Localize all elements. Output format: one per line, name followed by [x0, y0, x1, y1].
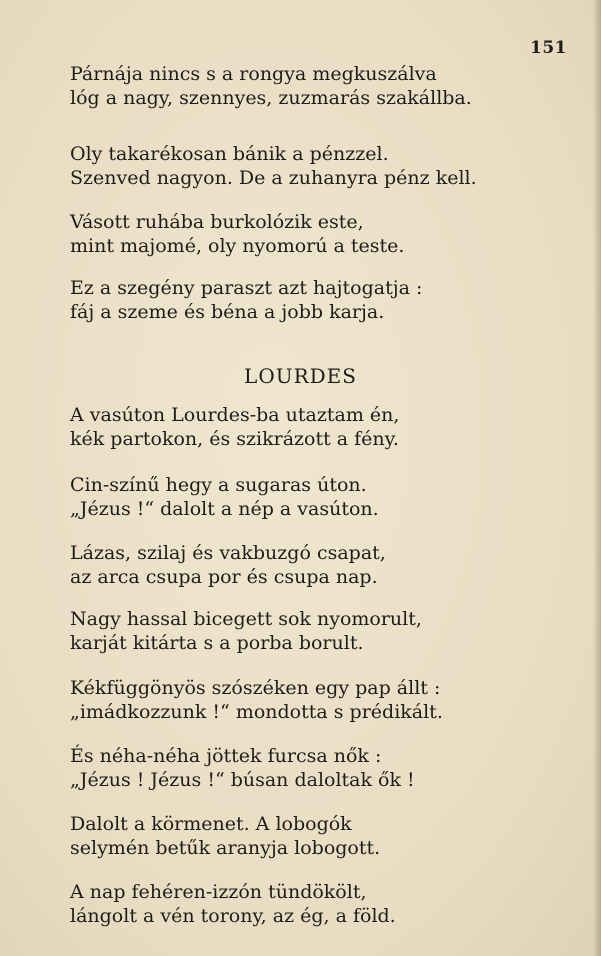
poem-line: lángolt a vén torony, az ég, a föld. [70, 905, 396, 927]
poem-line: selymén betűk aranyja lobogott. [70, 837, 381, 859]
poem-line: És néha-néha jöttek furcsa nők : [70, 745, 382, 767]
poem-line: Kékfüggönyös szószéken egy pap állt : [70, 677, 441, 699]
poem-line: „Jézus !“ dalolt a nép a vasúton. [70, 498, 379, 520]
poem-line: Párnája nincs s a rongya megkuszálva [70, 63, 437, 85]
poem-line: „Jézus ! Jézus !“ búsan daloltak ők ! [70, 769, 415, 791]
poem-line: A vasúton Lourdes-ba utaztam én, [70, 404, 400, 426]
poem-line: Cin-színű hegy a sugaras úton. [70, 474, 367, 496]
page-edge-shadow [593, 0, 601, 956]
poem-line: az arca csupa por és csupa nap. [70, 566, 378, 588]
poem-line: karját kitárta s a porba borult. [70, 632, 364, 654]
poem-line: lóg a nagy, szennyes, zuzmarás szakállba. [70, 87, 472, 109]
poem-line: kék partokon, és szikrázott a fény. [70, 428, 399, 450]
poem-title: LOURDES [244, 364, 357, 388]
poem-line: Szenved nagyon. De a zuhanyra pénz kell. [70, 167, 477, 189]
poem-line: Nagy hassal bicegett sok nyomorult, [70, 608, 422, 630]
poem-line: Dalolt a körmenet. A lobogók [70, 813, 352, 835]
poem-line: Oly takarékosan bánik a pénzzel. [70, 143, 389, 165]
poem-line: Lázas, szilaj és vakbuzgó csapat, [70, 542, 386, 564]
poem-line: fáj a szeme és béna a jobb karja. [70, 301, 385, 323]
page-number: 151 [530, 38, 567, 58]
poem-line: mint majomé, oly nyomorú a teste. [70, 235, 405, 257]
poem-line: Ez a szegény paraszt azt hajtogatja : [70, 277, 423, 299]
poem-line: Vásott ruhába burkolózik este, [70, 211, 364, 233]
poem-line: „imádkozzunk !“ mondotta s prédikált. [70, 701, 443, 723]
poem-line: A nap fehéren-izzón tündökölt, [70, 881, 367, 903]
